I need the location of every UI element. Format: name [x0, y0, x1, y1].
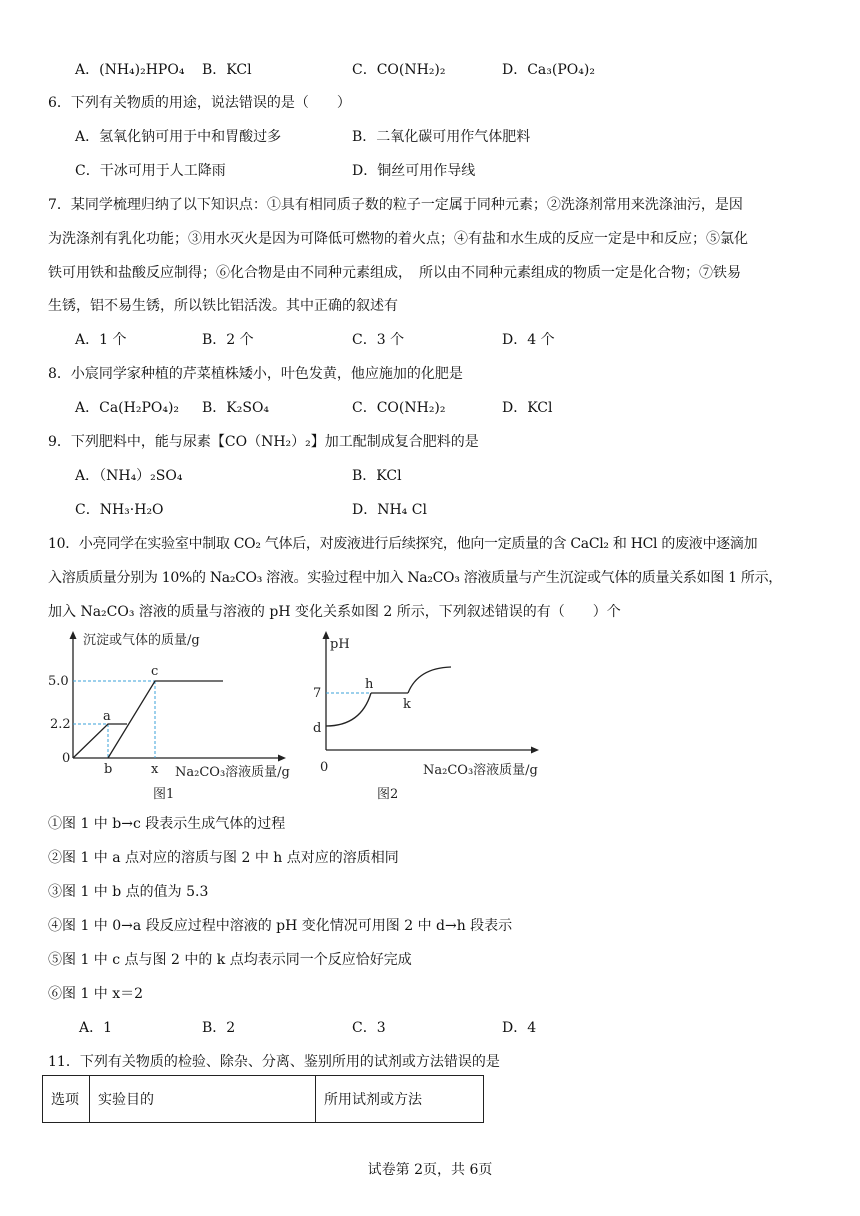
q7-line-2: 为洗涤剂有乳化功能；③用水灭火是因为可降低可燃物的着火点；④有盐和水生成的反应一定是中和反应；⑤氯化	[48, 231, 748, 247]
q10-line-3: 加入 Na₂CO₃ 溶液的质量与溶液的 pH 变化关系如图 2 所示，下列叙述错误的有（ ）个	[48, 604, 621, 620]
q8-option-b: B．K₂SO₄	[202, 400, 270, 416]
q7-option-b: B．2 个	[202, 332, 254, 348]
q10-statement-5: ⑤图 1 中 c 点与图 2 中的 k 点均表示同一个反应恰好完成	[48, 952, 412, 968]
q5-option-a: A．(NH₄)₂HPO₄	[75, 62, 185, 78]
q11-table	[42, 1075, 484, 1123]
figure-2-origin: 0	[320, 760, 329, 775]
table-header-purpose: 实验目的	[90, 1076, 316, 1123]
q10-statement-2: ②图 1 中 a 点对应的溶质与图 2 中 h 点对应的溶质相同	[48, 850, 399, 866]
table-header-row	[43, 1076, 484, 1123]
q10-option-d: D．4	[502, 1020, 537, 1036]
q10-statement-1: ①图 1 中 b→c 段表示生成气体的过程	[48, 816, 286, 832]
q7-option-a: A．1 个	[75, 332, 127, 348]
q7-line-4: 生锈，铝不易生锈，所以铁比铝活泼。其中正确的叙述有	[48, 298, 398, 314]
q6-option-b: B．二氧化碳可用作气体肥料	[352, 129, 531, 145]
figure-2-caption: 图2	[377, 787, 399, 802]
q8-option-d: D．KCl	[502, 400, 553, 416]
q10-line-1: 10．小亮同学在实验室中制取 CO₂ 气体后，对废液进行后续探究，他向一定质量的含 CaCl₂ 和 HCl 的废液中逐滴加	[48, 536, 758, 552]
figure-2-point-k: k	[403, 697, 411, 712]
q6-option-c: C．干冰可用于人工降雨	[75, 163, 226, 179]
figure-2-ytick-7: 7	[313, 686, 322, 701]
q9-option-c: C．NH₃·H₂O	[75, 502, 164, 518]
q10-statement-3: ③图 1 中 b 点的值为 5.3	[48, 884, 209, 900]
figure-1-graph	[48, 628, 305, 806]
figure-1-origin: 0	[62, 751, 71, 766]
q8-stem: 8．小宸同学家种植的芹菜植株矮小，叶色发黄，他应施加的化肥是	[48, 366, 463, 382]
q9-stem: 9．下列肥料中，能与尿素【CO（NH₂）₂】加工配制成复合肥料的是	[48, 434, 479, 450]
figure-2-point-h: h	[365, 677, 374, 692]
q6-option-d: D．铜丝可用作导线	[352, 163, 476, 179]
q8-option-c: C．CO(NH₂)₂	[352, 400, 446, 416]
q5-option-d: D．Ca₃(PO₄)₂	[502, 62, 595, 78]
q10-statement-6: ⑥图 1 中 x＝2	[48, 986, 144, 1002]
q7-option-c: C．3 个	[352, 332, 405, 348]
q8-option-a: A．Ca(H₂PO₄)₂	[75, 400, 180, 416]
q10-line-2: 入溶质质量分别为 10%的 Na₂CO₃ 溶液。实验过程中加入 Na₂CO₃ 溶液质量与产生沉淀或气体的质量关系如图 1 所示，	[48, 570, 782, 586]
q9-option-d: D．NH₄ Cl	[352, 502, 427, 518]
figure-1-point-c: c	[151, 664, 159, 679]
q10-option-c: C．3	[352, 1020, 386, 1036]
q7-line-3: 铁可用铁和盐酸反应制得；⑥化合物是由不同种元素组成， 所以由不同种元素组成的物质一定是化合物；⑦铁易	[48, 265, 741, 281]
q5-option-b: B．KCl	[202, 62, 252, 78]
q7-option-d: D．4 个	[502, 332, 555, 348]
table-header-method: 所用试剂或方法	[316, 1076, 484, 1123]
figure-1-caption: 图1	[153, 787, 175, 802]
figure-2-point-d: d	[313, 721, 322, 736]
figure-1-xlabel: Na₂CO₃溶液质量/g	[175, 765, 290, 780]
q10-option-b: B．2	[202, 1020, 236, 1036]
page-footer: 试卷第 2页，共 6页	[367, 1162, 493, 1178]
q6-stem: 6．下列有关物质的用途，说法错误的是（ ）	[48, 95, 351, 111]
figure-2-ylabel: pH	[330, 637, 350, 652]
figure-1-ytick-5: 5.0	[48, 674, 69, 689]
figure-1-ytick-2-2: 2.2	[50, 717, 71, 732]
figure-1-ylabel: 沉淀或气体的质量/g	[83, 633, 200, 648]
q11-stem: 11．下列有关物质的检验、除杂、分离、鉴别所用的试剂或方法错误的是	[48, 1054, 500, 1070]
figure-2-graph	[306, 628, 556, 806]
q6-option-a: A．氢氧化钠可用于中和胃酸过多	[75, 129, 282, 145]
figure-1-point-b: b	[104, 762, 113, 777]
figure-2-xlabel: Na₂CO₃溶液质量/g	[423, 763, 538, 778]
q9-option-b: B．KCl	[352, 468, 402, 484]
figure-1-point-x: x	[151, 762, 159, 777]
q10-statement-4: ④图 1 中 0→a 段反应过程中溶液的 pH 变化情况可用图 2 中 d→h 段表示	[48, 918, 513, 934]
q9-option-a: A．（NH₄）₂SO₄	[75, 468, 183, 484]
q5-option-c: C．CO(NH₂)₂	[352, 62, 446, 78]
q7-line-1: 7．某同学梳理归纳了以下知识点：①具有相同质子数的粒子一定属于同种元素；②洗涤剂常用来洗涤油污，是因	[48, 197, 743, 213]
table-header-option: 选项	[43, 1076, 90, 1123]
figure-1-point-a: a	[103, 709, 111, 724]
q10-option-a: A．1	[79, 1020, 113, 1036]
